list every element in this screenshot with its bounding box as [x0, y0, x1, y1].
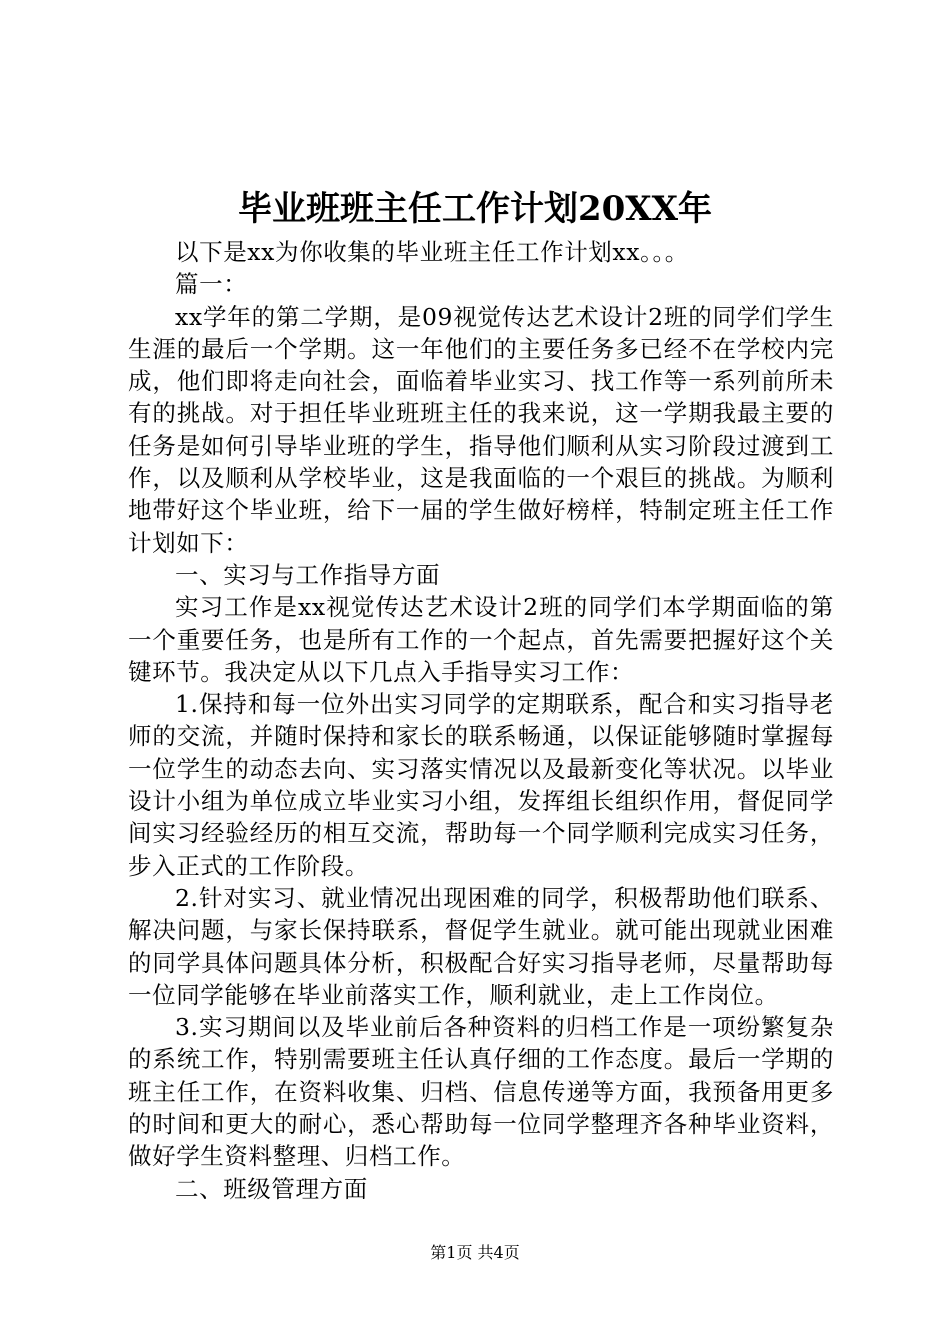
section-heading: 二、班级管理方面 — [175, 1174, 368, 1203]
document-body — [128, 236, 834, 1205]
section-label: 篇一： — [175, 270, 248, 299]
list-item-paragraph: 1.保持和每一位外出实习同学的定期联系，配合和实习指导老师的交流，并随时保持和家长的联系畅通，以保证能够随时掌握每一位学生的动态去向、实习落实情况以及最新变化等状况。以毕业设计小组为单位成立毕业实习小组，发挥组长组织作用，督促同学间实习经验经历的相互交流，帮助每一个同学顺利完成实习任务，步入正式的工作阶段。 — [128, 690, 834, 880]
page-number: 第1页 共4页 — [430, 1243, 520, 1262]
section-heading: 一、实习与工作指导方面 — [175, 560, 441, 589]
body-paragraph: xx学年的第二学期，是09视觉传达艺术设计2班的同学们学生生涯的最后一个学期。这一年他们的主要任务多已经不在学校内完成，他们即将走向社会，面临着毕业实习、找工作等一系列前所未有的挑战。对于担任毕业班班主任的我来说，这一学期我最主要的任务是如何引导毕业班的学生，指导他们顺利从实习阶段过渡到工作，以及顺利从学校毕业，这是我面临的一个艰巨的挑战。为顺利地带好这个毕业班，给下一届的学生做好榜样，特制定班主任工作计划如下： — [128, 302, 834, 557]
list-item-paragraph: 2.针对实习、就业情况出现困难的同学，积极帮助他们联系、解决问题，与家长保持联系，督促学生就业。就可能出现就业困难的同学具体问题具体分析，积极配合好实习指导老师，尽量帮助每一位同学能够在毕业前落实工作，顺利就业，走上工作岗位。 — [128, 883, 834, 1009]
document-title: 毕业班班主任工作计划20XX年 — [237, 189, 713, 229]
list-item-paragraph: 3.实习期间以及毕业前后各种资料的归档工作是一项纷繁复杂的系统工作，特别需要班主任认真仔细的工作态度。最后一学期的班主任工作，在资料收集、归档、信息传递等方面，我预备用更多的时间和更大的耐心，悉心帮助每一位同学整理齐各种毕业资料，做好学生资料整理、归档工作。 — [128, 1013, 834, 1171]
body-paragraph: 实习工作是xx视觉传达艺术设计2班的同学们本学期面临的第一个重要任务，也是所有工作的一个起点，首先需要把握好这个关键环节。我决定从以下几点入手指导实习工作： — [128, 593, 834, 686]
intro-paragraph: 以下是xx为你收集的毕业班主任工作计划xx。。。 — [175, 238, 689, 266]
